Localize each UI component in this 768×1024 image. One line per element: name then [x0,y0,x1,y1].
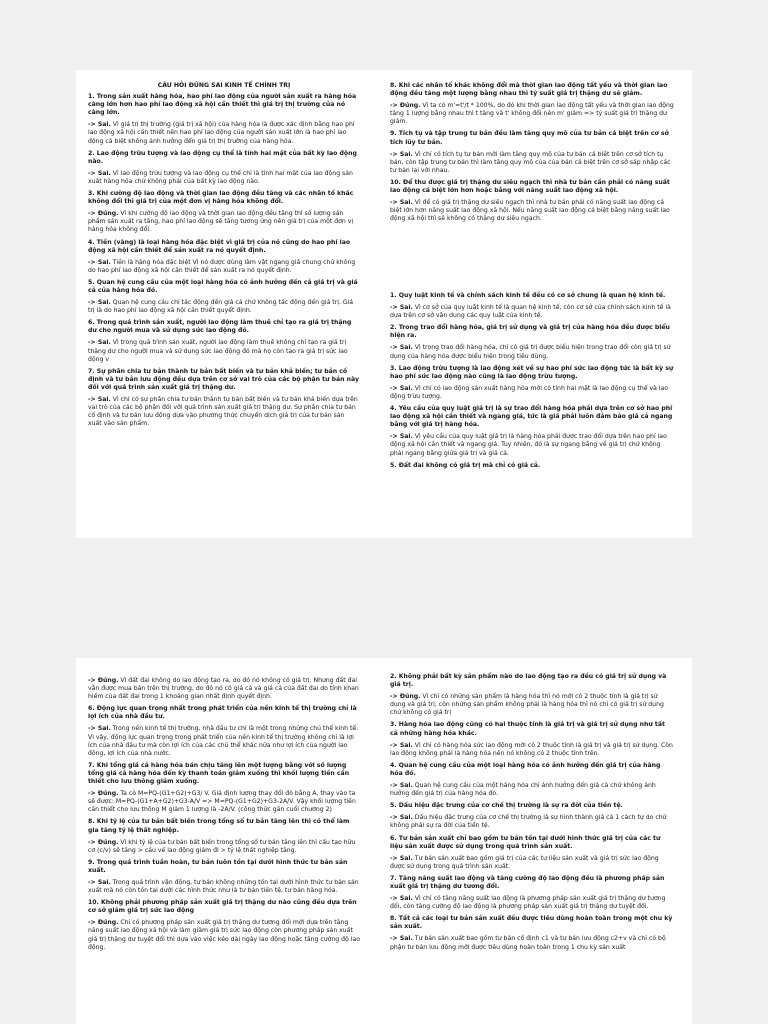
answer-verdict: -> Đúng. [88,790,119,798]
answer-paragraph [88,919,360,951]
question-text: 4. Yêu cầu của quy luật giá trị là sự trao đổi hàng hóa phải dựa trên cơ sở hao phí lao động xã hội cần thiết và ngang giá, tức là giá phải luôn đảm bảo giá cả ngang bằng với giá trị hàng hóa. [390,405,673,429]
question-text: 2. Lao động trừu tượng và lao động cụ thể là tính hai mặt của bất kỳ lao động nào. [88,149,357,165]
answer-verdict: -> Sai. [88,339,111,347]
bottom-left-column [88,677,360,956]
answer-verdict: -> Đúng. [88,677,119,684]
answer-text: Trong quá trình vận động, tư bản không những tồn tại dưới hình thức tư bản sản xuất mà nó còn tồn tại dưới các hình thức như là tư bản tiền tệ, tư bản hàng hóa. [88,878,359,895]
answer-text: Vì chỉ có tăng năng suất lao động là phương pháp sản xuất giá trị thặng dư tương đối, còn tăng cường độ lao động là phương pháp sản xuất giá trị thặng dư tuyệt đối. [390,895,666,911]
answer-text: Trong nền kinh tế thị trường, nhà đầu tư chỉ là một trong những chủ thể kinh tế. Vì vậy, động lực quan trọng trong phát triển của nền kinh tế thị trường không chỉ là lợi ích của nhà đầu tư mà còn lợi ích của các chủ thể khác nữa như lợi ích của người lao động, lợi ích của nhà nước. [88,725,359,757]
answer-paragraph [390,151,674,175]
question-text: 10. Không phải phương pháp sản xuất giá trị thặng dư nào cũng đều dựa trên cơ sở giảm giá trị sức lao động [88,899,357,915]
bottom-right-column [390,673,674,956]
answer-verdict: -> Sai. [88,299,111,307]
answer-text: Vì lao động trừu tượng và lao động cụ thể chỉ là tính hai mặt của lao động sản xuất hàng hóa chứ không phải của bất kỳ lao động nào. [88,169,353,185]
answer-paragraph [88,299,360,315]
answer-text: Dấu hiệu đặc trưng của cơ chế thị trường là sự hình thành giá cả 1 cách tự do chứ không phải sự ra đời của tiền tệ. [390,814,667,830]
answer-text: Ta có M=PQ-(G1+G2)+G3/ V. Giả định lượng thay đổi đó bằng A, thay vào ta sẽ được: M=PQ-(G1+A+G2)+G3-A/V => M=PQ-(G1+G2)+G3-2A/V. Vậy khối lượng tiền cần thiết cho lưu thông M giảm 1 lượng là -2A/V. (công thức gần cuối chương 2) [88,790,356,814]
question-text: 6. Trong quá trình sản xuất, người lao động làm thuê chỉ tạo ra giá trị thặng dư cho người mua và sử dụng sức lao động đó. [88,319,352,335]
question-text: 3. Hàng hóa lao động cũng có hai thuộc tính là giá trị và giá trị sử dụng như tất cả những hàng hóa khác. [390,721,665,737]
answer-paragraph [390,855,674,871]
question-text: 5. Quan hệ cung cầu của một loại hàng hóa có ảnh hưởng đến cả giá trị và giá cả của hàng hóa đó. [88,278,358,294]
question-text: 1. Trong sản xuất hàng hóa, hao phí lao động của người sản xuất ra hàng hóa càng lớn hơn hao phí lao động xã hội cần thiết thì giá trị thị trường của nó càng lớn. [88,93,357,117]
answer-paragraph [88,170,360,186]
answer-text: Vì giá trị thị trường (giá trị xã hội) của hàng hóa là được xác định bằng hao phí lao động xã hội cần thiết nên hao phí lao động của người sản xuất lớn là hao phí lao động cá biệt không ảnh hưởng đến giá trị thị trường của hàng hóa. [88,121,355,145]
question-text: 8. Tất cả các loại tư bản sản xuất đều được tiêu dùng hoàn toàn trong một chu kỳ sản xuất. [390,915,673,931]
answer-paragraph [390,304,674,320]
top-left-column [88,82,360,432]
answer-paragraph [88,121,360,145]
answer-text: Tiền là hàng hóa đặc biệt Vì nó được dùng làm vật ngang giá chung chứ không do hao phí lao động xã hội cần thiết để sản xuất ra nó quyết định. [88,258,356,274]
answer-verdict: -> Sai. [390,854,413,862]
answer-text: Vì chỉ có tích tụ tư bản mới làm tăng quy mô của tư bản cá biệt trên cơ sở tích tụ bản, còn tập trung tư bản thì làm tăng quy mô của của bản cá biệt trên cơ sở sáp nhập các tư bản lại với nhau. [390,150,671,174]
question-text: 4. Tiền (vàng) là loại hàng hóa đặc biệt vì giá trị của nó cũng do hao phí lao động xã hội cần thiết để sản xuất ra nó quyết định. [88,238,351,254]
answer-text: Vì ta có m'=t'/t * 100%, do đó khi thời gian lao động tất yếu và thời gian lao động tăng 1 lượng bằng nhau thì t tăng và t' không đổi nên m' giảm => tỷ suất giá trị thặng dư giảm. [390,102,674,126]
answer-paragraph [390,742,674,758]
question-text: 7. Khi tổng giá cả hàng hóa bán chịu tăng lên một lượng bằng với số lượng tổng giá cả hàng hóa đến kỳ thanh toán giảm xuống thì khối lượng tiền cần thiết cho lưu thông giảm xuống. [88,761,350,786]
answer-verdict: -> Đúng. [88,210,119,218]
answer-text: Vì đất đai không do lao động tạo ra, do đó nó không có giá trị. Nhưng đất đai vẫn được mua bán trên thị trường, do đó nó có giá cả và giá cả của đất đai do tính khan hiếm của đất đai trong 1 khoảng gian nhất định quyết định. [88,677,359,701]
question-text: 7. Sự phân chia tư bản thành tư bản bất biến và tư bản khả biến; tư bản cố định và tư bản lưu động đều dựa trên cơ sở vai trò của các bộ phận tư bản này đối với quá trình sản xuất giá trị thặng dư. [88,367,359,391]
answer-paragraph [88,396,360,428]
answer-text: Vì yêu cầu của quy luật giá trị là hàng hóa phải được trao đổi dựa trên hao phí lao động xã hội cần thiết và ngang giá. Tuy nhiên, đó là sự ngang bằng về giá trị chứ không phải ngang bằng giữa giá trị và giá cả. [390,433,667,457]
question-text: 3. Khi cường độ lao động và thời gian lao động đều tăng và các nhân tố khác không đổi thì giá trị của một đơn vị hàng hóa không đổi. [88,190,354,206]
answer-text: Tư bản sản xuất bao gồm tư bản cố định c1 và tư bản lưu động c2+v và chỉ có bộ phận tư bản lưu động mới được tiêu dùng hoàn toàn trong 1 chu kỳ sản xuất [390,935,666,951]
answer-paragraph [390,814,674,830]
answer-paragraph [88,879,360,895]
answer-paragraph [390,782,674,798]
answer-paragraph [390,344,674,360]
question-text: 9. Trong quá trình tuần hoàn, tư bản luôn tồn tại dưới hình thức tư bản sản xuất. [88,858,348,874]
answer-text: Vì để có giá trị thặng dư siêu ngạch thì nhà tư bản phải có năng suất lao động cá biệt lớn hơn năng suất lao động xã hội. Nếu năng suất lao động cá biệt bằng năng suất lao động xã hội thì sẽ không có thặng dư siêu ngạch. [390,199,670,223]
answer-verdict: -> Đúng. [88,838,119,846]
answer-text: Tư bản sản xuất bao gồm giá trị của các tư liệu sản xuất và giá trị sức lao động được sử dụng trong quá trình sản xuất. [390,854,659,870]
answer-paragraph [390,433,674,457]
answer-verdict: -> Sai. [390,433,413,441]
question-text: 8. Khi các nhân tố khác không đổi mà thời gian lao động tất yếu và thời gian lao động đều tăng một lượng bằng nhau thì tỷ suất giá trị thặng dư sẽ giảm. [390,82,668,98]
answer-paragraph [390,199,674,223]
answer-paragraph [88,725,360,757]
answer-paragraph [88,339,360,363]
answer-text: Quan hệ cung cầu chỉ tác động đến giá cả chứ không tác động đến giá trị. Giá trị là do hao phí lao động xã hội cần thiết quyết định. [88,299,354,315]
top-right-lower-column [390,292,674,474]
question-text: 9. Tích tụ và tập trung tư bản đều làm tăng quy mô của tư bản cá biệt trên cơ sở tích lũy tư bản. [390,130,669,146]
answer-text: Vì chỉ có lao động sản xuất hàng hóa mới có tính hai mặt là lao động cụ thể và lao động trừu tượng. [390,384,669,400]
question-text: 2. Không phải bất kỳ sản phẩm nào do lao động tạo ra đều có giá trị sử dụng và giá trị. [390,673,667,689]
answer-verdict: -> Sai. [390,344,413,352]
answer-paragraph [390,935,674,951]
answer-text: Chỉ có phương pháp sản xuất giá trị thặng dư tương đối mới dựa trên tăng năng suất lao động xã hội và làm giảm giá trị sức lao động còn phương pháp sản xuất giá trị thặng dư tuyệt đối thì dựa vào việc kéo dài ngày lao động hoặc tăng cường độ lao động. [88,919,360,951]
answer-paragraph [88,210,360,234]
answer-verdict: -> Sai. [390,150,413,158]
question-text: 8. Khi tỷ lệ của tư bản bất biến trong tổng số tư bản tăng lên thì có thể làm gia tăng tỷ lệ thất nghiệp. [88,818,350,834]
answer-verdict: -> Sai. [88,258,111,266]
answer-paragraph [390,693,674,717]
answer-verdict: -> Sai. [88,725,111,733]
answer-paragraph [88,259,360,275]
answer-paragraph [88,677,360,701]
question-text: 5. Đất đai không có giá trị mà chỉ có giá cả. [390,461,541,469]
answer-verdict: -> Sai. [390,814,413,822]
answer-verdict: -> Sai. [88,169,111,177]
question-text: 5. Dấu hiệu đặc trưng của cơ chế thị trường là sự ra đời của tiền tệ. [390,802,623,810]
answer-verdict: -> Đúng. [390,102,421,110]
answer-text: Vì chỉ có hàng hóa sức lao động mới có 2 thuộc tính là giá trị và giá trị sử dụng. Còn lao động không phải là hàng hóa nên nó không có 2 thuộc tính trên. [390,741,673,757]
answer-verdict: -> Sai. [390,304,413,312]
answer-text: Vì cơ sở của quy luật kinh tế là quan hệ kinh tế, còn cơ sở của chính sách kinh tế là dựa trên cơ sở vận dụng các quy luật của kinh tế. [390,304,671,320]
answer-paragraph [88,839,360,855]
answer-verdict: -> Sai. [390,741,413,749]
answer-paragraph [88,790,360,814]
question-text: 1. Quy luật kinh tế và chính sách kinh tế đều có cơ sở chung là quan hệ kinh tế. [390,292,666,299]
answer-verdict: -> Đúng. [390,693,421,701]
question-text: 10. Để thu được giá trị thặng dư siêu ngạch thì nhà tư bản cần phải có năng suất lao động cá biệt lớn hơn hoặc bằng với năng suất lao động xã hội. [390,178,670,195]
answer-verdict: -> Đúng. [88,919,119,927]
answer-paragraph [390,895,674,911]
answer-verdict: -> Sai. [390,782,413,790]
answer-verdict: -> Sai. [390,199,413,207]
question-text: 4. Quan hệ cung cầu của một loại hàng hóa có ảnh hưởng đến giá trị của hàng hóa đó. [390,761,661,777]
question-text: 7. Tăng năng suất lao động và tăng cường độ lao động đều là phương pháp sản xuất giá trị thặng dư tương đối. [390,874,665,890]
answer-verdict: -> Sai. [88,396,111,403]
answer-text: Vì chỉ có những sản phẩm là hàng hóa thì nó mới có 2 thuộc tính là giá trị sử dụng và giá trị, còn những sản phẩm không phải là hàng hóa thì nó chỉ có giá trị sử dụng chứ không có giá trị [390,693,664,717]
answer-text: Vì trong quá trình sản xuất, người lao động làm thuê không chỉ tạo ra giá trị thặng dư cho người mua và sử dụng sức lao động đó mà họ còn tạo ra giá trị sức lao động v [88,339,348,363]
answer-text: Vì khi cường độ lao động và thời gian lao động đều tăng thì số lượng sản phẩm sản xuất ra tăng, hao phí lao động sẽ tăng tương ứng nên giá trị của một đơn vị hàng hóa không đổi. [88,210,354,234]
answer-verdict: -> Sai. [88,121,111,129]
question-text: 2. Trong trao đổi hàng hóa, giá trị sử dụng và giá trị của hàng hóa đều được biểu hiện ra. [390,324,670,340]
document-page-top [76,70,692,538]
answer-text: Vì trong trao đổi hàng hóa, chỉ có giá trị được biểu hiện trong trao đổi còn giá trị sử dụng của hàng hóa được biểu hiện trong tiêu dùng. [390,344,671,360]
question-text: 3. Lao động trừu tượng là lao động xét về sự hao phí sức lao động tức là bất kỳ sự hao phí sức lao động nào cũng là lao động trừu tượng. [390,364,674,380]
answer-verdict: -> Sai. [88,878,111,886]
question-text: 6. Tư bản sản xuất chỉ bao gồm tư bản tồn tại dưới hình thức giá trị của các tư liệu sản xuất được sử dụng trong quá trình sản xuất. [390,834,661,850]
top-right-column [390,82,674,227]
answer-verdict: -> Sai. [390,384,413,392]
document-page-bottom [76,658,692,1024]
answer-verdict: -> Sai. [390,895,413,903]
document-title: CÂU HỎI ĐÚNG SAI KINH TẾ CHÍNH TRỊ [157,82,291,89]
answer-text: Quan hệ cung cầu của một hàng hóa chỉ ảnh hưởng đến giá cả chứ không ảnh hưởng đến giá trị của hàng hóa đó. [390,782,656,798]
answer-paragraph [390,102,674,126]
answer-text: Vì khi tỷ lệ của tư bản bất biến trong tổng số tư bản tăng lên thì cấu tạo hữu cơ (c/v) sẽ tăng > cầu về lao động giảm đi > tỷ lệ thất nghiệp tăng. [88,838,356,854]
answer-text: Vì chỉ có sự phân chia tư bản thành tư bản bất biến và tư bản khả biến dựa trên vai trò của các bộ phận đối với quá trình sản xuất giá trị thặng dư. Sự phân chia tư bản cố định và tư bản lưu động dựa vào phương thức chuyển dịch giá trị của tư bản sản xuất vào sản phẩm. [88,396,358,428]
question-text: 6. Động lực quan trọng nhất trong phát triển của nền kinh tế thị trường chỉ là lợi ích của nhà đầu tư. [88,705,357,721]
answer-paragraph [390,385,674,401]
answer-verdict: -> Sai. [390,935,413,943]
